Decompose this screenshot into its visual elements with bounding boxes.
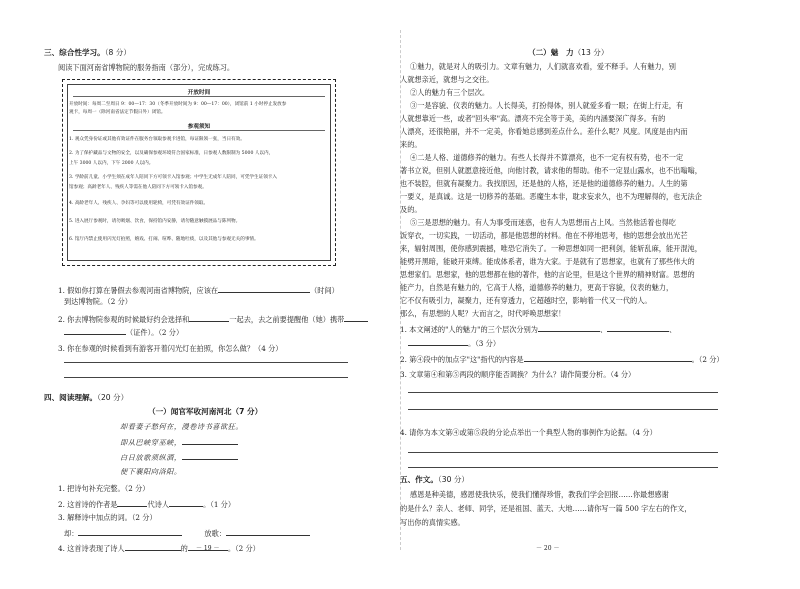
poem-line [120, 452, 238, 463]
answer-blank[interactable] [117, 499, 147, 507]
article-line: 人就想靠近一些，或者"回头率"高。漂亮不完全等于美，美的内涵要深广得多。有的 [400, 114, 666, 123]
answer-line[interactable] [408, 452, 718, 453]
poem-question-3-words [64, 528, 310, 538]
article-question-3: 3. 文章第④和第⑤两段的顺序能否调换？为什么？请作简要分析。（4 分） [400, 370, 636, 379]
essay-prompt-line: 的是什么？亲人、老师、同学，还是祖国、蓝天、大地……请你写一篇 500 字左右的作文， [400, 504, 692, 513]
answer-blank[interactable] [189, 314, 229, 322]
word-label: 却： [64, 529, 79, 538]
part-1-title: （一）闻官军收河南河北（7 分） [148, 407, 263, 416]
answer-blank[interactable] [169, 499, 203, 507]
word-label: 放歌： [204, 529, 226, 538]
article-question-1-text: 1. 本文阐述的"人的魅力"的三个层次分别为 [400, 325, 538, 334]
section-5-title: 五、作文。 [400, 475, 438, 484]
answer-blank[interactable] [64, 327, 126, 335]
article-question-1-continued [408, 338, 500, 348]
answer-blank[interactable] [78, 528, 182, 536]
part-2-heading [528, 47, 608, 58]
notice-rule [73, 130, 325, 131]
poem-line: 却看妻子愁何在，漫卷诗书喜欲狂。 [120, 422, 244, 431]
answer-blank[interactable] [344, 314, 368, 322]
article-line: 及的。 [400, 205, 422, 214]
poem-line-text: 即从巴峡穿巫峡， [120, 438, 182, 447]
article-line: 来的。 [400, 140, 422, 149]
page-20 [400, 0, 800, 589]
article-question-2 [400, 354, 724, 364]
answer-blank[interactable] [538, 324, 600, 332]
article-line: 人漂亮，还很艳丽，并不一定美，你看她总感到差点什么。差什么呢？风度。风度是由内而 [400, 127, 688, 136]
notice-title-hours: 开放时间 [187, 90, 211, 96]
question-2-tail: （证件）。（2 分） [126, 328, 184, 337]
essay-prompt-line: 写出你的真情实感。 [400, 518, 465, 527]
answer-blank[interactable] [278, 285, 310, 293]
notice-title-rules: 参观须知 [187, 124, 211, 130]
article-line: ⑤三是思想的魅力。有人为事受而迷惑，也有人为思想而占上风。当然他活着也得吃 [410, 218, 676, 227]
poem-question-4-tail: 。（2 分） [227, 544, 260, 553]
article-question-2-tail: 。（2 分） [691, 355, 724, 364]
notice-rule-item: 上午 3000 人以内，下午 2000 人以内。 [69, 161, 154, 166]
article-line: 思想家们。思想家，他的思想都在他的著作，他的言论里，但是这个世界的精神财富。思想的 [400, 270, 695, 279]
notice-rule-item: 4. 高龄老年人、残疾人、孕妇等可以使用轮椅，可凭有效证件领取。 [69, 201, 209, 206]
article-line: ①魅力，就是对人的吸引力。文章有魅力，人们就喜欢看，爱不释手。人有魅力，别 [410, 62, 676, 71]
notice-rule-item: 6. 馆厅内禁止使用闪光灯拍照，嬉戏、打闹、喧哗、随地吐痰，以及其他与参观无关的事情。 [69, 237, 259, 242]
question-1-text: 1. 假如你打算在暑假去参观河南省博物院，应该在 [58, 286, 219, 295]
section-4-score: （20 分） [97, 393, 129, 402]
question-1-continued: 到达博物院。（2 分） [64, 297, 132, 306]
notice-rule-item: 5. 进入展厅参观时，请勿吸烟、饮食，保持馆内安静，请勿随意触摸展品与陈列物。 [69, 219, 241, 224]
notice-rule [73, 96, 325, 97]
poem-question-2-text-b: 代诗人 [147, 500, 170, 509]
answer-blank[interactable] [182, 452, 238, 460]
poem-line-text: 白日放歌须纵酒， [120, 453, 182, 462]
article-line: 也不装腔，但就有凝聚力。我找原因，还是他的人格，还是他的道德修养的魅力。人生的第 [400, 179, 688, 188]
article-line: 人就想亲近，就想与之交往。 [400, 75, 494, 84]
article-line: 一要义，是真诚。这是一切修养的基础。恶魔生本非，耽求妄求久，也不为理解得的，也无法企 [400, 192, 702, 201]
answer-blank[interactable] [607, 324, 669, 332]
answer-line[interactable] [64, 377, 348, 378]
answer-blank[interactable] [226, 528, 310, 536]
article-line: 饭穿衣，一切实践，一切活动，都是他思想的材料。他在不停地思考，他的思想会放出光芒 [400, 231, 688, 240]
article-line: ④二是人格、道德修养的魅力。有些人长得并不算漂亮，也不一定有权有势，也不一定 [410, 153, 684, 162]
answer-line[interactable] [408, 467, 718, 468]
poem-question-2-text: 2. 这首诗的作者是 [58, 500, 118, 509]
section-3-heading [44, 47, 131, 58]
article-line: 能劈开黑暗，能破开束缚。能成体系者，谁为大家。于是就有了思想家，也就有了那些伟大的 [400, 257, 695, 266]
question-1 [58, 285, 339, 295]
page-number: － 20 － [536, 545, 560, 552]
section-5-heading [400, 474, 469, 485]
notice-hours-line: 开放时间：每周二至周日 9：00—17：30（冬季开放时间为 9：00—17：00），闭馆前 1 小时停止发放参 [69, 102, 287, 107]
section-3-title: 三、综合性学习。 [44, 48, 105, 57]
answer-blank[interactable] [182, 437, 238, 445]
answer-line[interactable] [408, 392, 718, 393]
notice-rule-item: 3. 学龄前儿童、小学生须在成年人陪同下方可领卡入馆参观；中学生无成年人陪同，可凭学生证领卡入 [69, 175, 277, 180]
section-5-score: （30 分） [437, 475, 470, 484]
answer-blank[interactable] [218, 285, 278, 293]
poem-question-1: 1. 把诗句补充完整。（2 分） [58, 484, 150, 493]
question-3: 3. 你在参观的时候看到有游客开着闪光灯在拍照，你怎么做？（4 分） [58, 344, 283, 353]
article-line: 那么，有思想的人呢？大而言之，时代呼唤思想家！ [400, 309, 566, 318]
notice-rule-item: 1. 观众凭身份证或其他有效证件在服务台领取参观卡进馆，每证限领一张，当日有效。 [69, 137, 245, 142]
article-line: ③一是容貌、仪表的魅力。人长得美，打扮得体，别人就爱多看一眼；在街上行走，有 [410, 101, 684, 110]
answer-blank[interactable] [125, 543, 181, 551]
part-2-score: （13 分） [573, 48, 609, 57]
poem-question-4-text: 4. 这首诗表现了诗人 [58, 544, 125, 553]
section-4-title: 四、阅读理解。 [44, 393, 98, 402]
article-question-4: 4. 请你为本文第④或第⑤段的分论点举出一个典型人物的事例作为论据。（4 分） [400, 428, 657, 437]
section-4-heading [44, 392, 128, 403]
article-line: 著书立说，但别人就愿意接近他，向他讨教，请求他的帮助。他不一定显山露水，也不出嗡嗡， [400, 166, 702, 175]
article-question-1: 1. 本文阐述的"人的魅力"的三个层次分别为 、 、 [400, 325, 677, 334]
answer-blank[interactable] [524, 354, 692, 362]
poem-line: 便下襄阳向洛阳。 [120, 467, 182, 476]
notice-rule-item: 馆参观；高龄老年人、残疾人等需在他人陪同下方可领卡入馆参观。 [69, 185, 207, 190]
poem-question-3: 3. 解释诗中加点的词。（2 分） [58, 513, 157, 522]
page-number: － 19 － [196, 545, 220, 552]
poem-question-2-tail: 。（1 分） [203, 500, 236, 509]
poem-question-4 [58, 543, 260, 553]
answer-blank[interactable] [408, 338, 468, 346]
poem-line [120, 437, 238, 448]
museum-notice-box [62, 79, 336, 266]
answer-line[interactable] [64, 362, 348, 363]
essay-prompt-line: 感恩是种美德，感恩使我快乐，使我们懂得珍惜，教我们学会回报……你最想感谢 [410, 490, 669, 499]
notice-rule-item: 2. 为了保护藏品与文物的安全，以及确保参观环境符合国家标准，日参观人数限制为 5000 人以内， [69, 151, 274, 156]
poem-question-2 [58, 499, 235, 509]
section-3-intro: 阅读下面河南省博物院的服务指南（部分），完成练习。 [58, 63, 235, 72]
article-line: ②人的魅力有三个层次。 [410, 88, 490, 97]
article-line: 它不仅有吸引力，凝聚力，还有穿透力，它超越时空，影响着一代又一代的人。 [400, 296, 652, 305]
article-question-1-tail: 。（3 分） [468, 339, 501, 348]
answer-line[interactable] [408, 409, 718, 410]
article-line: 来，辐射周围，使你感到震撼，唯恐它消失了。一种思想如同一把利剑，能斩乱麻，能开混沌， [400, 244, 702, 253]
question-1-unit: （时间） [310, 286, 339, 295]
question-2 [58, 314, 368, 324]
question-2-text-b: 一起去，去之前要提醒他（她）携带 [229, 315, 345, 324]
article-question-2-text: 2. 第④段中的加点字"这"指代的内容是 [400, 355, 524, 364]
notice-hours-line: 观卡，每周一（除河南省法定节假日外）闭馆。 [69, 110, 166, 115]
part-2-title: （二）魅 力 [528, 48, 574, 57]
question-2-text: 2. 你去博物院参观的时候最好约会选择和 [58, 315, 190, 324]
section-3-score: （8 分） [104, 48, 131, 57]
poem-question-4-text-b: 的 [180, 544, 188, 553]
question-2-continued [64, 327, 183, 337]
article-line: 能产力，自然是有魅力的，它高于人格，道德修养的魅力，更高于容貌，仪表的魅力， [400, 283, 674, 292]
